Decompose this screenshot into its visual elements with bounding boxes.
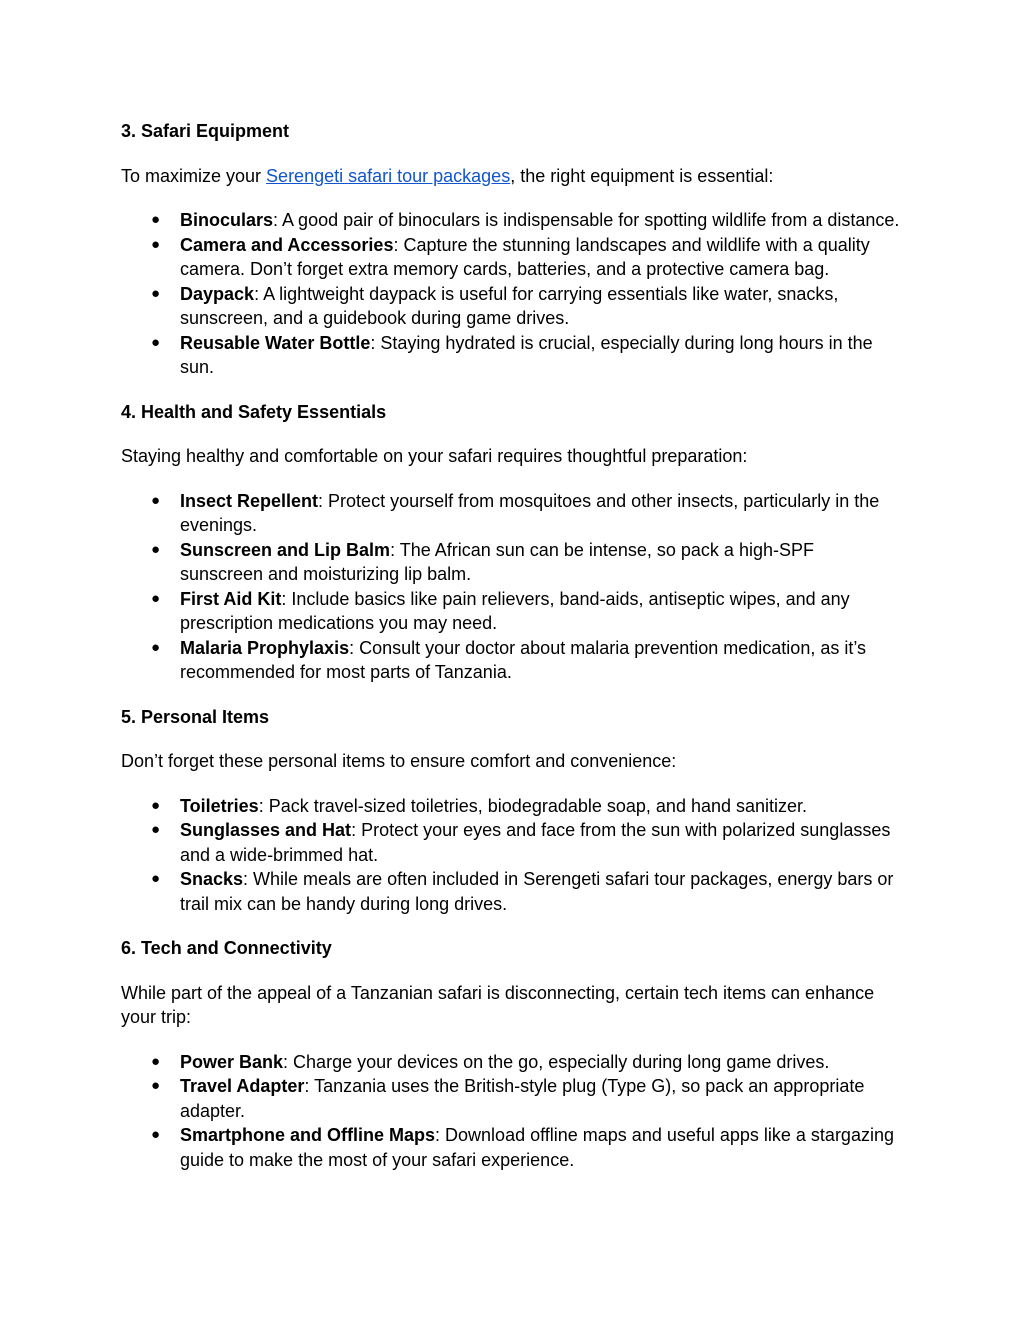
list-item: [121, 867, 901, 916]
bullet-list: [121, 208, 901, 380]
item-term: Travel Adapter: [180, 1076, 305, 1096]
bullet-icon: ●: [151, 821, 161, 838]
item-term: Binoculars: [180, 210, 274, 230]
item-term: Insect Repellent: [180, 490, 319, 511]
item-text: : Capture the stunning landscapes and wildlife with a quality camera. Don’t forget extra memory cards, batteries, and a protective camera bag.: [180, 234, 870, 279]
item-term: Power Bank: [180, 1051, 284, 1072]
list-item: [121, 794, 901, 819]
item-term: Reusable Water Bottle: [180, 332, 371, 353]
item-term: Daypack: [180, 283, 255, 304]
bullet-list: [121, 794, 901, 917]
item-text: : Tanzania uses the British-style plug (Type G), so pack an appropriate adapter.: [180, 1076, 865, 1121]
item-text: : Download offline maps and useful apps like a stargazing guide to make the most of your safari experience.: [180, 1125, 894, 1170]
item-term: Smartphone and Offline Maps: [180, 1125, 436, 1145]
section-heading: 3. Safari Equipment: [121, 121, 290, 141]
list-item: [121, 1123, 901, 1172]
item-text: : Pack travel-sized toiletries, biodegradable soap, and hand sanitizer.: [258, 795, 808, 816]
list-item: [121, 331, 901, 380]
section-intro: [121, 164, 901, 189]
bullet-icon: ●: [151, 796, 161, 814]
list-item: [121, 538, 901, 587]
item-text: : Protect your eyes and face from the sun with polarized sunglasses and a wide-brimmed hat.: [180, 820, 891, 865]
bullet-icon: ●: [151, 235, 161, 253]
bullet-icon: ●: [151, 540, 161, 558]
bullet-icon: ●: [151, 284, 161, 302]
intro-text-after: , the right equipment is essential:: [510, 165, 774, 186]
bullet-icon: ●: [151, 1052, 161, 1070]
list-item: [121, 489, 901, 538]
section-intro: While part of the appeal of a Tanzanian safari is disconnecting, certain tech items can enhance your trip:: [121, 982, 875, 1027]
list-item: [121, 282, 901, 331]
item-term: Toiletries: [180, 795, 259, 816]
item-text: : Staying hydrated is crucial, especially during long hours in the sun.: [180, 332, 873, 377]
section-health-safety: [121, 400, 901, 685]
item-text: : Charge your devices on the go, especially during long game drives.: [283, 1051, 830, 1072]
list-item: [121, 1050, 901, 1075]
section-intro: Don’t forget these personal items to ensure comfort and convenience:: [121, 751, 677, 771]
item-text: : Protect yourself from mosquitoes and other insects, particularly in the evenings.: [180, 490, 880, 535]
item-text: : While meals are often included in Serengeti safari tour packages, energy bars or trail mix can be handy during long drives.: [180, 869, 894, 914]
bullet-list: [121, 489, 901, 685]
item-text: : A lightweight daypack is useful for carrying essentials like water, snacks, sunscreen, and a guidebook during game drives.: [180, 283, 839, 328]
section-heading: 5. Personal Items: [121, 706, 270, 727]
document-page: [121, 119, 901, 1172]
item-text: : The African sun can be intense, so pack a high-SPF sunscreen and moisturizing lip balm.: [180, 539, 814, 584]
bullet-list: [121, 1050, 901, 1173]
bullet-icon: ●: [151, 589, 161, 607]
item-text: : Include basics like pain relievers, band-aids, antiseptic wipes, and any prescription medications you may need.: [180, 588, 850, 633]
item-text: : A good pair of binoculars is indispensable for spotting wildlife from a distance.: [273, 210, 900, 230]
bullet-icon: ●: [151, 211, 161, 228]
bullet-icon: ●: [151, 333, 161, 351]
item-text: : Consult your doctor about malaria prevention medication, as it’s recommended for most parts of Tanzania.: [180, 637, 867, 682]
item-term: Sunglasses and Hat: [180, 820, 352, 840]
bullet-icon: ●: [151, 1126, 161, 1143]
serengeti-tour-link[interactable]: Serengeti safari tour packages: [266, 165, 511, 186]
item-term: Malaria Prophylaxis: [180, 637, 350, 658]
list-item: [121, 208, 901, 233]
list-item: [121, 818, 901, 867]
bullet-icon: ●: [151, 638, 161, 656]
bullet-icon: ●: [151, 1077, 161, 1094]
item-term: Camera and Accessories: [180, 234, 394, 255]
section-heading: 4. Health and Safety Essentials: [121, 401, 387, 422]
item-term: First Aid Kit: [180, 588, 282, 609]
bullet-icon: ●: [151, 870, 161, 887]
section-personal-items: [121, 705, 901, 917]
intro-text: To maximize your: [121, 165, 267, 186]
section-heading: 6. Tech and Connectivity: [121, 938, 332, 958]
section-safari-equipment: [121, 119, 901, 380]
list-item: [121, 587, 901, 636]
bullet-icon: ●: [151, 491, 161, 509]
item-term: Sunscreen and Lip Balm: [180, 539, 391, 560]
item-term: Snacks: [180, 869, 244, 889]
list-item: [121, 636, 901, 685]
list-item: [121, 1074, 901, 1123]
section-intro: Staying healthy and comfortable on your safari requires thoughtful preparation:: [121, 446, 748, 466]
list-item: [121, 233, 901, 282]
section-tech-connectivity: [121, 936, 901, 1172]
